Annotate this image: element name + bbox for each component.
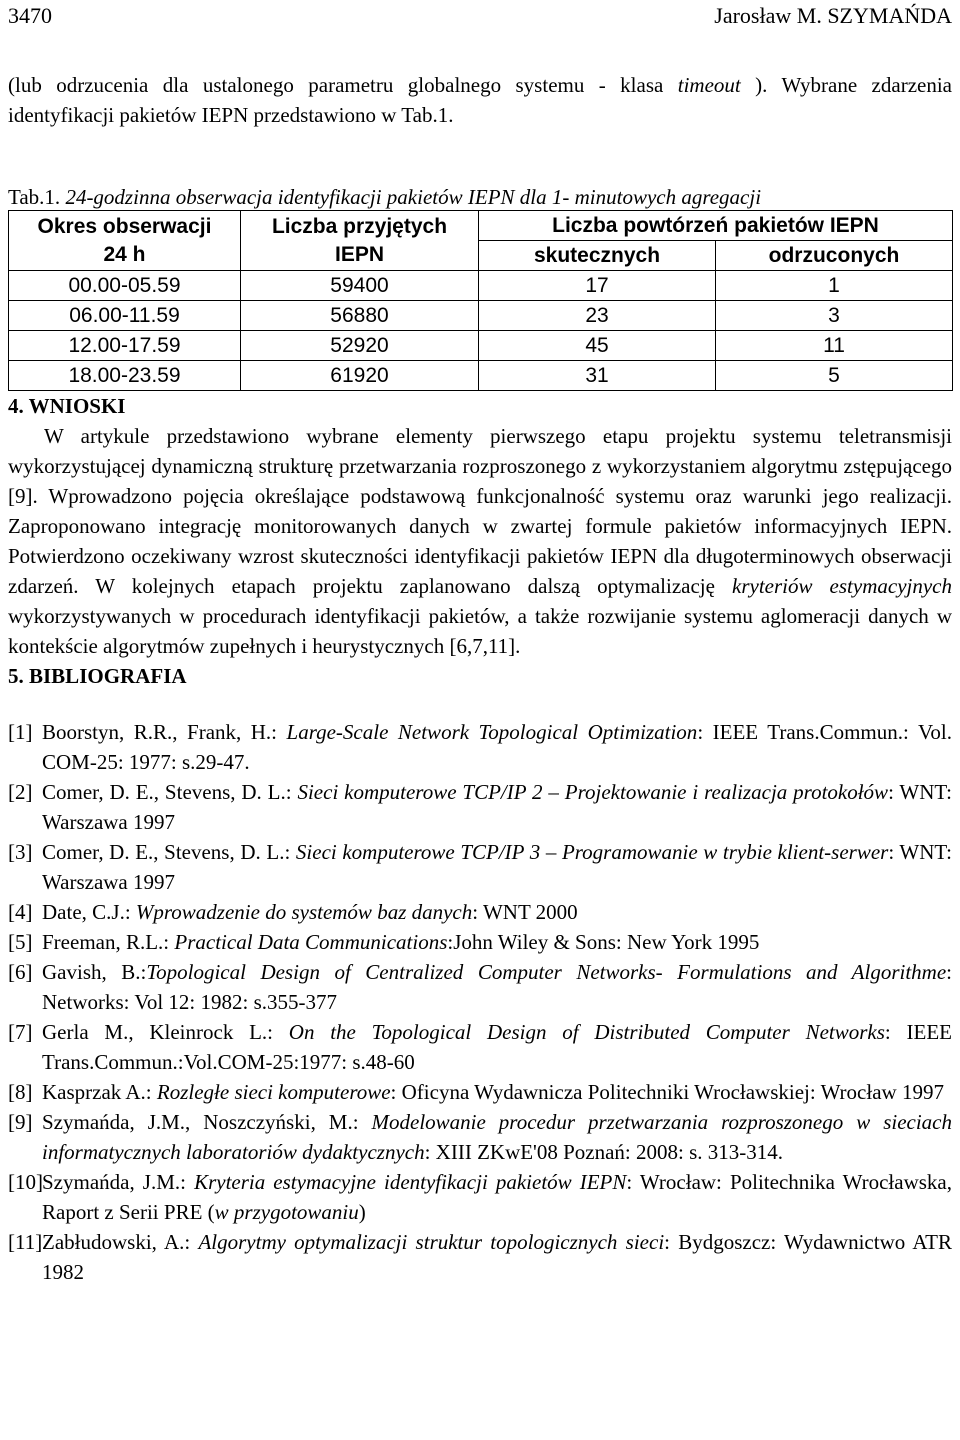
reference-title: Kryteria estymacyjne identyfikacji pakietów IEPN [194, 1170, 627, 1194]
reference-detail: Zabłudowski, A.: [42, 1230, 199, 1254]
reference-title: Sieci komputerowe TCP/IP 3 – Programowanie w trybie klient-serwer [295, 840, 889, 864]
reference-detail: :John Wiley & Sons: New York 1995 [447, 930, 760, 954]
cell-period: 00.00-05.59 [9, 271, 241, 301]
page-header [8, 3, 952, 33]
reference-title: w przygotowaniu [214, 1200, 359, 1224]
bibliography-list [8, 717, 952, 1287]
reference-text [42, 777, 952, 837]
reference-detail: : Wrocław: Politechnika Wrocławska, Raport z Serii PRE ( [42, 1170, 952, 1224]
reference-title: Wprowadzenie do systemów baz danych [135, 900, 473, 924]
reference-number: [10] [8, 1170, 43, 1194]
cell-received: 61920 [241, 361, 479, 391]
reference-detail: Date, C.J.: [42, 900, 136, 924]
reference-title: Practical Data Communications [174, 930, 448, 954]
reference-item [8, 777, 952, 837]
cell-rejected: 1 [716, 271, 953, 301]
reference-item [8, 1167, 952, 1227]
reference-number: [7] [8, 1020, 33, 1044]
reference-detail: : WNT 2000 [472, 900, 578, 924]
reference-title: On the Topological Design of Distributed Computer Networks [288, 1020, 885, 1044]
reference-detail: Freeman, R.L.: [42, 930, 175, 954]
cell-period: 12.00-17.59 [9, 331, 241, 361]
reference-detail: Comer, D. E., Stevens, D. L.: [42, 840, 296, 864]
header-received: Liczba przyjętych IEPN [241, 211, 479, 271]
page-number: 3470 [8, 3, 52, 28]
running-head-author: Jarosław M. SZYMAŃDA [714, 3, 952, 28]
intro-text-italic: timeout [677, 73, 741, 97]
cell-received: 59400 [241, 271, 479, 301]
header-period: Okres obserwacji 24 h [9, 211, 241, 271]
reference-detail: : WNT: Warszawa 1997 [42, 840, 953, 894]
table-caption [8, 182, 952, 212]
reference-item [8, 717, 952, 777]
cell-period: 18.00-23.59 [9, 361, 241, 391]
reference-text [42, 837, 952, 897]
table-caption-prefix: Tab.1. [8, 185, 61, 209]
reference-item [8, 1107, 952, 1167]
reference-item [8, 837, 952, 897]
table-row [9, 301, 953, 331]
cell-successful: 45 [479, 331, 716, 361]
reference-detail: : XIII ZKwE'08 Poznań: 2008: s. 313-314. [424, 1140, 783, 1164]
table-caption-text: 24-godzinna obserwacja identyfikacji pakietów IEPN dla 1- minutowych agregacji [60, 185, 762, 209]
table-row [9, 361, 953, 391]
reference-title: Topological Design of Centralized Computer Networks- Formulations and Algorithme [146, 960, 947, 984]
reference-item [8, 957, 952, 1017]
reference-detail: Gerla M., Kleinrock L.: [42, 1020, 289, 1044]
reference-detail: : IEEE Trans.Commun.: Vol. COM-25: 1977: s.29-47. [42, 720, 952, 774]
cell-received: 56880 [241, 301, 479, 331]
reference-text [42, 1077, 952, 1107]
header-successful: skutecznych [479, 241, 716, 271]
reference-detail: : Oficyna Wydawnicza Politechniki Wrocławskiej: Wrocław 1997 [390, 1080, 944, 1104]
reference-text [42, 1227, 952, 1287]
header-rejected: odrzuconych [716, 241, 953, 271]
reference-item [8, 1227, 952, 1287]
conclusions-paragraph [8, 421, 952, 661]
reference-detail: Szymańda, J.M.: [42, 1170, 195, 1194]
table-row [9, 271, 953, 301]
table-body [9, 271, 953, 391]
observation-table [8, 210, 953, 391]
cell-successful: 23 [479, 301, 716, 331]
page-body [8, 70, 952, 1287]
reference-number: [8] [8, 1080, 33, 1104]
conclusions-text-2: wykorzystywanych w procedurach identyfikacji pakietów, a także rozwijanie systemu aglomeracji danych w kontekście algorytmów zupełnych i heurystycznych [6,7,11]. [8, 604, 952, 658]
reference-text [42, 717, 952, 777]
reference-detail: Kasprzak A.: [42, 1080, 157, 1104]
reference-text [42, 1107, 952, 1167]
reference-item [8, 927, 952, 957]
reference-number: [6] [8, 960, 33, 984]
reference-text [42, 927, 952, 957]
reference-number: [5] [8, 930, 33, 954]
conclusions-text-italic: kryteriów estymacyjnych [732, 574, 952, 598]
reference-detail: : WNT: Warszawa 1997 [42, 780, 952, 834]
reference-number: [2] [8, 780, 33, 804]
reference-number: [3] [8, 840, 33, 864]
reference-number: [4] [8, 900, 33, 924]
reference-detail: : IEEE Trans.Commun.:Vol.COM-25:1977: s.48-60 [42, 1020, 952, 1074]
reference-detail: : Networks: Vol 12: 1982: s.355-377 [42, 960, 952, 1014]
intro-paragraph [8, 70, 952, 130]
section-heading-conclusions: 4. WNIOSKI [8, 394, 126, 418]
cell-received: 52920 [241, 331, 479, 361]
cell-period: 06.00-11.59 [9, 301, 241, 331]
reference-title: Large-Scale Network Topological Optimization [286, 720, 698, 744]
reference-title: Algorytmy optymalizacji struktur topologicznych sieci [198, 1230, 665, 1254]
cell-rejected: 5 [716, 361, 953, 391]
reference-text [42, 1017, 952, 1077]
reference-item [8, 897, 952, 927]
reference-title: Modelowanie procedur przetwarzania rozproszonego w sieciach informatycznych laboratoriów dydaktycznych [42, 1110, 952, 1164]
section-heading-bibliography: 5. BIBLIOGRAFIA [8, 664, 187, 688]
cell-successful: 17 [479, 271, 716, 301]
cell-successful: 31 [479, 361, 716, 391]
reference-detail: Comer, D. E., Stevens, D. L.: [42, 780, 298, 804]
reference-item [8, 1017, 952, 1077]
intro-text-2: ). Wybrane zdarzenia identyfikacji pakietów IEPN przedstawiono w Tab.1. [8, 73, 952, 127]
reference-number: [1] [8, 720, 33, 744]
reference-text [42, 897, 952, 927]
reference-number: [9] [8, 1110, 33, 1134]
reference-detail: Szymańda, J.M., Noszczyński, M.: [42, 1110, 372, 1134]
header-repeats: Liczba powtórzeń pakietów IEPN [479, 211, 953, 241]
reference-text [42, 1167, 952, 1227]
reference-item [8, 1077, 952, 1107]
reference-title: Rozległe sieci komputerowe [156, 1080, 391, 1104]
cell-rejected: 11 [716, 331, 953, 361]
intro-text-1: (lub odrzucenia dla ustalonego parametru globalnego systemu - klasa [8, 73, 678, 97]
conclusions-text-1: W artykule przedstawiono wybrane elementy pierwszego etapu projektu systemu teletransmisji wykorzystującej dynamiczną strukturę przetwarzania rozproszonego z wykorzystaniem algorytmu zstępującego [9]. Wprowadzono pojęcia określające podstawową funkcjonalność systemu oraz warunki jego realizacji. Zaproponowano integrację monitorowanych danych w zwartej formule pakietów informacyjnych IEPN. Potwierdzono oczekiwany wzrost skuteczności identyfikacji pakietów IEPN dla długoterminowych obserwacji zdarzeń. W kolejnych etapach projektu zaplanowano dalszą optymalizację [8, 424, 952, 598]
reference-text [42, 957, 952, 1017]
reference-detail: : Bydgoszcz: Wydawnictwo ATR 1982 [42, 1230, 952, 1284]
reference-detail: Gavish, B.: [42, 960, 147, 984]
reference-title: Sieci komputerowe TCP/IP 2 – Projektowanie i realizacja protokołów [297, 780, 889, 804]
cell-rejected: 3 [716, 301, 953, 331]
table-row [9, 331, 953, 361]
reference-number: [11] [8, 1230, 43, 1254]
reference-detail: ) [358, 1200, 366, 1224]
reference-detail: Boorstyn, R.R., Frank, H.: [42, 720, 287, 744]
